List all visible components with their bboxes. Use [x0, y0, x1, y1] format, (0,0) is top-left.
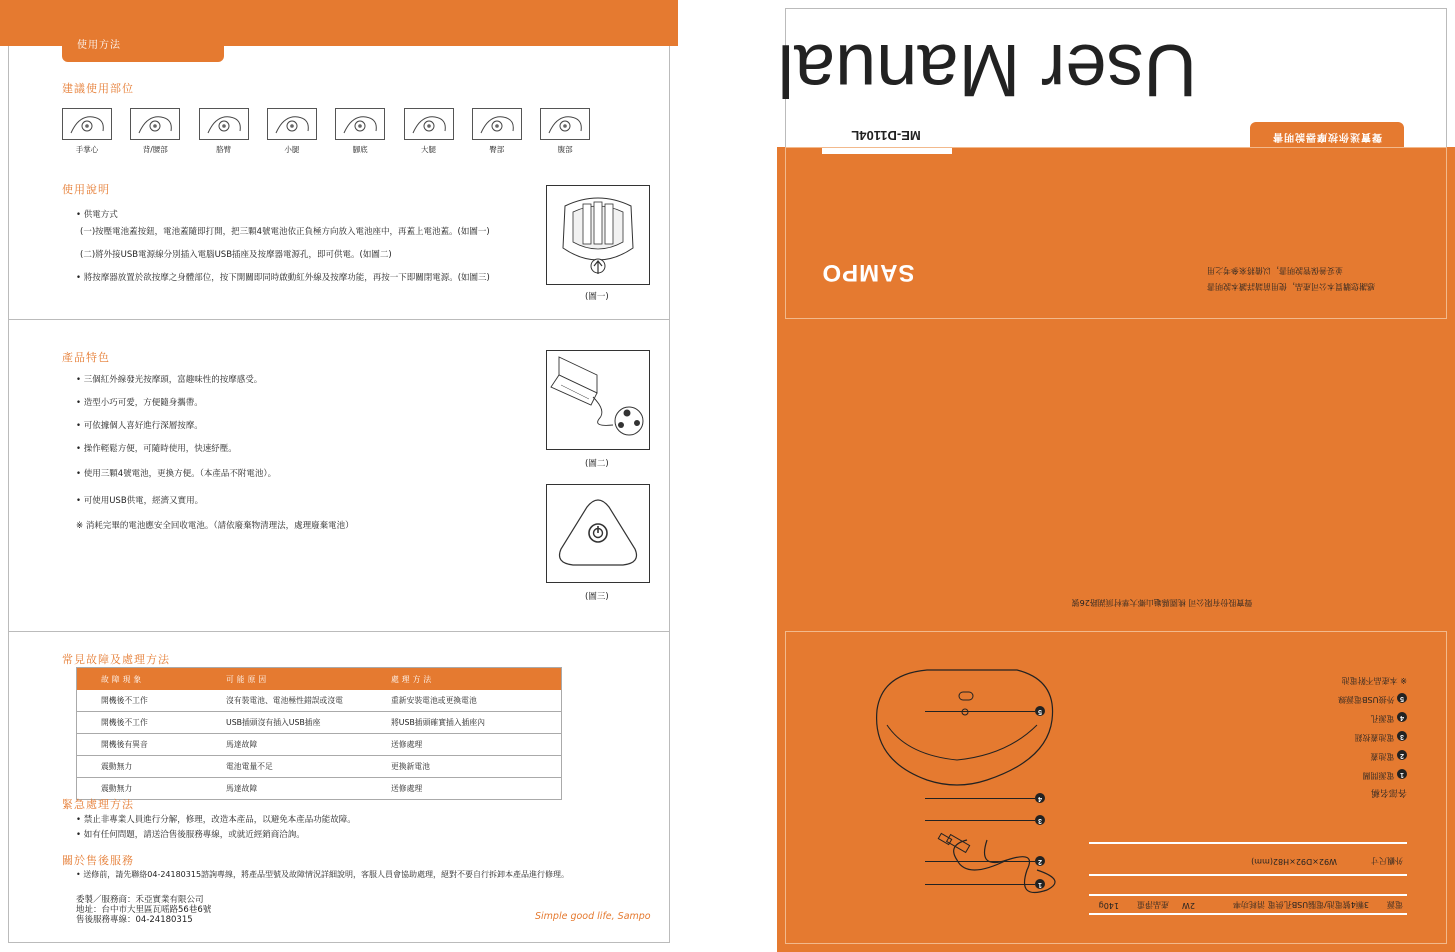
table-cell: 震動無力: [77, 778, 203, 800]
feature-line: • 操作輕鬆方便，可隨時使用，快速紓壓。: [76, 444, 237, 454]
brand-slogan: Simple good life, Sampo: [535, 911, 651, 922]
table-cell: 開機後不工作: [77, 712, 203, 734]
spec-rule: [1089, 842, 1407, 844]
emergency-line: • 禁止非專業人員進行分解，修理，改造本產品，以避免本產品功能故障。: [76, 815, 356, 825]
table-cell: 電池電量不足: [202, 756, 367, 778]
parts-title: 各部名稱: [1370, 787, 1407, 797]
leader-line: [925, 820, 1035, 821]
figure-caption: (圖三): [585, 592, 609, 602]
part-num: 4: [1397, 712, 1407, 722]
spec-label: 外觀尺寸: [1371, 856, 1403, 865]
table-header-row: [77, 668, 562, 691]
part-item: [1297, 769, 1407, 781]
usage-line: (一)按壓電池蓋按鈕，電池蓋隨即打開，把三顆4號電池依正負極方向放入電池座中，再蓋上電池蓋。(如圖一): [80, 227, 490, 237]
table-cell: 送修處理: [367, 734, 562, 756]
spec-value: W92×D92×H82(mm): [1251, 857, 1337, 866]
body-part-label: 臀部: [489, 145, 505, 154]
emergency-title: 緊急處理方法: [62, 798, 134, 811]
part-number-3: 3: [1035, 815, 1045, 825]
parts-note: ※ 本產品不附電池: [1341, 676, 1407, 685]
cover-desc-line: 並妥善保管說明書，以備將來參考之用: [1207, 266, 1343, 275]
table-cell: 馬達故障: [202, 734, 367, 756]
figure-usb: [546, 350, 650, 450]
feature-line: • 三個紅外線發光按摩頭，富趣味性的按摩感受。: [76, 375, 263, 385]
part-number-1: 1: [1035, 879, 1045, 889]
body-part-icon: [130, 108, 180, 140]
service-contact: 地址：台中市大里區瓦嗂路56巷6號: [76, 905, 212, 915]
leader-line: [925, 711, 1035, 712]
feature-line: • 可使用USB供電，經濟又實用。: [76, 496, 204, 506]
feature-line: • 可依據個人喜好進行深層按摩。: [76, 421, 203, 431]
spec-rule: [1089, 913, 1407, 915]
features-title: 產品特色: [62, 351, 110, 364]
service-contact: 委製／服務商：禾亞實業有限公司: [76, 895, 204, 905]
table-cell: 馬達故障: [202, 778, 367, 800]
part-num: 5: [1397, 693, 1407, 703]
part-name: 外接USB電源線: [1338, 695, 1395, 704]
usage-line: • 將按摩器放置於欲按摩之身體部位，按下開關即同時啟動紅外線及按摩功能，再按一下即關閉電源。(如圖三): [76, 273, 490, 283]
table-cell: 開機後不工作: [77, 690, 203, 712]
body-part-icon: [62, 108, 112, 140]
recommended-title: 建議使用部位: [62, 82, 134, 95]
part-num: 1: [1397, 769, 1407, 779]
figure-caption: (圖一): [585, 292, 609, 302]
spec-value: 2W: [1182, 901, 1195, 910]
part-item: [1297, 693, 1407, 705]
table-row: [77, 756, 562, 778]
table-cell: 將USB插頭確實插入插座內: [367, 712, 562, 734]
cover-description: [1207, 262, 1407, 294]
leader-line: [925, 884, 1035, 885]
body-part-label: 手掌心: [75, 145, 99, 154]
cover-page: [777, 0, 1455, 952]
feature-line: • 造型小巧可愛，方便隨身攜帶。: [76, 398, 203, 408]
body-part-label: 大腿: [421, 145, 436, 154]
body-part-icon: [267, 108, 317, 140]
figure-power: [546, 484, 650, 583]
part-name: 電池蓋: [1370, 752, 1395, 761]
spec-value: 140g: [1098, 901, 1119, 910]
feature-line: • 使用三顆4號電池，更換方便。（本產品不附電池）。: [76, 469, 277, 479]
body-part-label: 背/腰部: [142, 145, 168, 154]
table-header: 故障現象: [77, 668, 203, 691]
parts-list: [1297, 670, 1407, 800]
table-cell: 震動無力: [77, 756, 203, 778]
body-part-icon: [540, 108, 590, 140]
leader-line: [925, 861, 1035, 862]
troubleshoot-table: [76, 667, 562, 800]
table-cell: 沒有裝電池、電池極性錯誤或沒電: [202, 690, 367, 712]
spec-label: 電源: [1387, 900, 1403, 909]
usage-line: • 供電方式: [76, 210, 118, 220]
spec-row-power: [1089, 896, 1407, 912]
brand-logo: SAMPO: [821, 259, 915, 286]
part-name: 電池蓋按鈕: [1354, 733, 1395, 742]
figure-caption: (圖二): [585, 459, 609, 469]
table-row: [77, 690, 562, 712]
table-header: 可能原因: [202, 668, 367, 691]
figure-battery: [546, 185, 650, 285]
table-cell: USB插頭沒有插入USB插座: [202, 712, 367, 734]
part-number-2: 2: [1035, 856, 1045, 866]
body-part-label: 胳臂: [216, 145, 232, 154]
section-divider: [9, 319, 669, 320]
spec-label: 產品淨重: [1137, 900, 1169, 909]
table-row: [77, 778, 562, 800]
feature-note: ※ 消耗完畢的電池應安全回收電池。（請依廢棄物清理法，處理廢棄電池）: [76, 521, 354, 531]
table-cell: 重新安裝電池或更換電池: [367, 690, 562, 712]
usage-title: 使用說明: [62, 183, 110, 196]
cover-title: User Manual: [777, 29, 1197, 112]
spec-row-size: [1089, 852, 1407, 868]
part-item: [1297, 712, 1407, 724]
table-cell: 開機後有異音: [77, 734, 203, 756]
instruction-page: [0, 0, 680, 952]
part-number-5: 5: [1035, 706, 1045, 716]
spec-value: 3顆4號電池/電腦USB孔供電: [1267, 900, 1369, 909]
part-num: 3: [1397, 731, 1407, 741]
body-part-label: 小腿: [284, 145, 300, 154]
spec-label: 消耗功率: [1233, 900, 1265, 909]
table-cell: 送修處理: [367, 778, 562, 800]
service-line: • 送修前，請先聯絡04-24180315諮詢專線，將產品型號及故障情況詳細說明，客服人員會協助處理，絕對不要自行拆卸本產品進行修理。: [76, 870, 570, 879]
battery-illustration: [547, 186, 649, 284]
body-part-icon: [199, 108, 249, 140]
body-part-icon: [335, 108, 385, 140]
section-divider: [9, 631, 669, 632]
body-part-label: 腹部: [557, 145, 573, 154]
usage-line: (二)將外接USB電源線分別插入電腦USB插座及按摩器電源孔，即可供電。(如圖二): [80, 250, 392, 260]
part-name: 電源開關: [1362, 771, 1395, 780]
service-contact: 售後服務專線：04-24180315: [76, 915, 193, 925]
power-button-illustration: [547, 485, 649, 582]
part-item: [1297, 731, 1407, 743]
header-tab-label: 使用方法: [77, 40, 121, 51]
company-address: 聲寶股份有限公司 桃園縣龜山鄉大華村頂湖路26號: [1071, 598, 1253, 607]
body-part-icon: [404, 108, 454, 140]
spec-rule: [1089, 874, 1407, 876]
troubleshoot-title: 常見故障及處理方法: [62, 653, 170, 666]
table-row: [77, 712, 562, 734]
service-title: 關於售後服務: [62, 854, 134, 867]
laptop-usb-illustration: [547, 351, 649, 449]
cover-desc-line: 感謝您購買本公司產品，使用前請詳讀本說明書: [1207, 282, 1375, 291]
model-number: ME-D1104L: [851, 128, 921, 143]
table-row: [77, 734, 562, 756]
body-part-icon: [472, 108, 522, 140]
table-header: 處理方法: [367, 668, 562, 691]
part-name: 電源孔: [1370, 714, 1395, 723]
leader-line: [925, 798, 1035, 799]
product-name: 聲寶迷你按摩器說明書: [1272, 131, 1382, 142]
part-item: [1297, 750, 1407, 762]
part-number-4: 4: [1035, 793, 1045, 803]
emergency-line: • 如有任何問題，請送洽售後服務專線，或就近經銷商洽詢。: [76, 830, 305, 840]
body-part-label: 腳底: [352, 145, 368, 154]
part-num: 2: [1397, 750, 1407, 760]
table-cell: 更換新電池: [367, 756, 562, 778]
